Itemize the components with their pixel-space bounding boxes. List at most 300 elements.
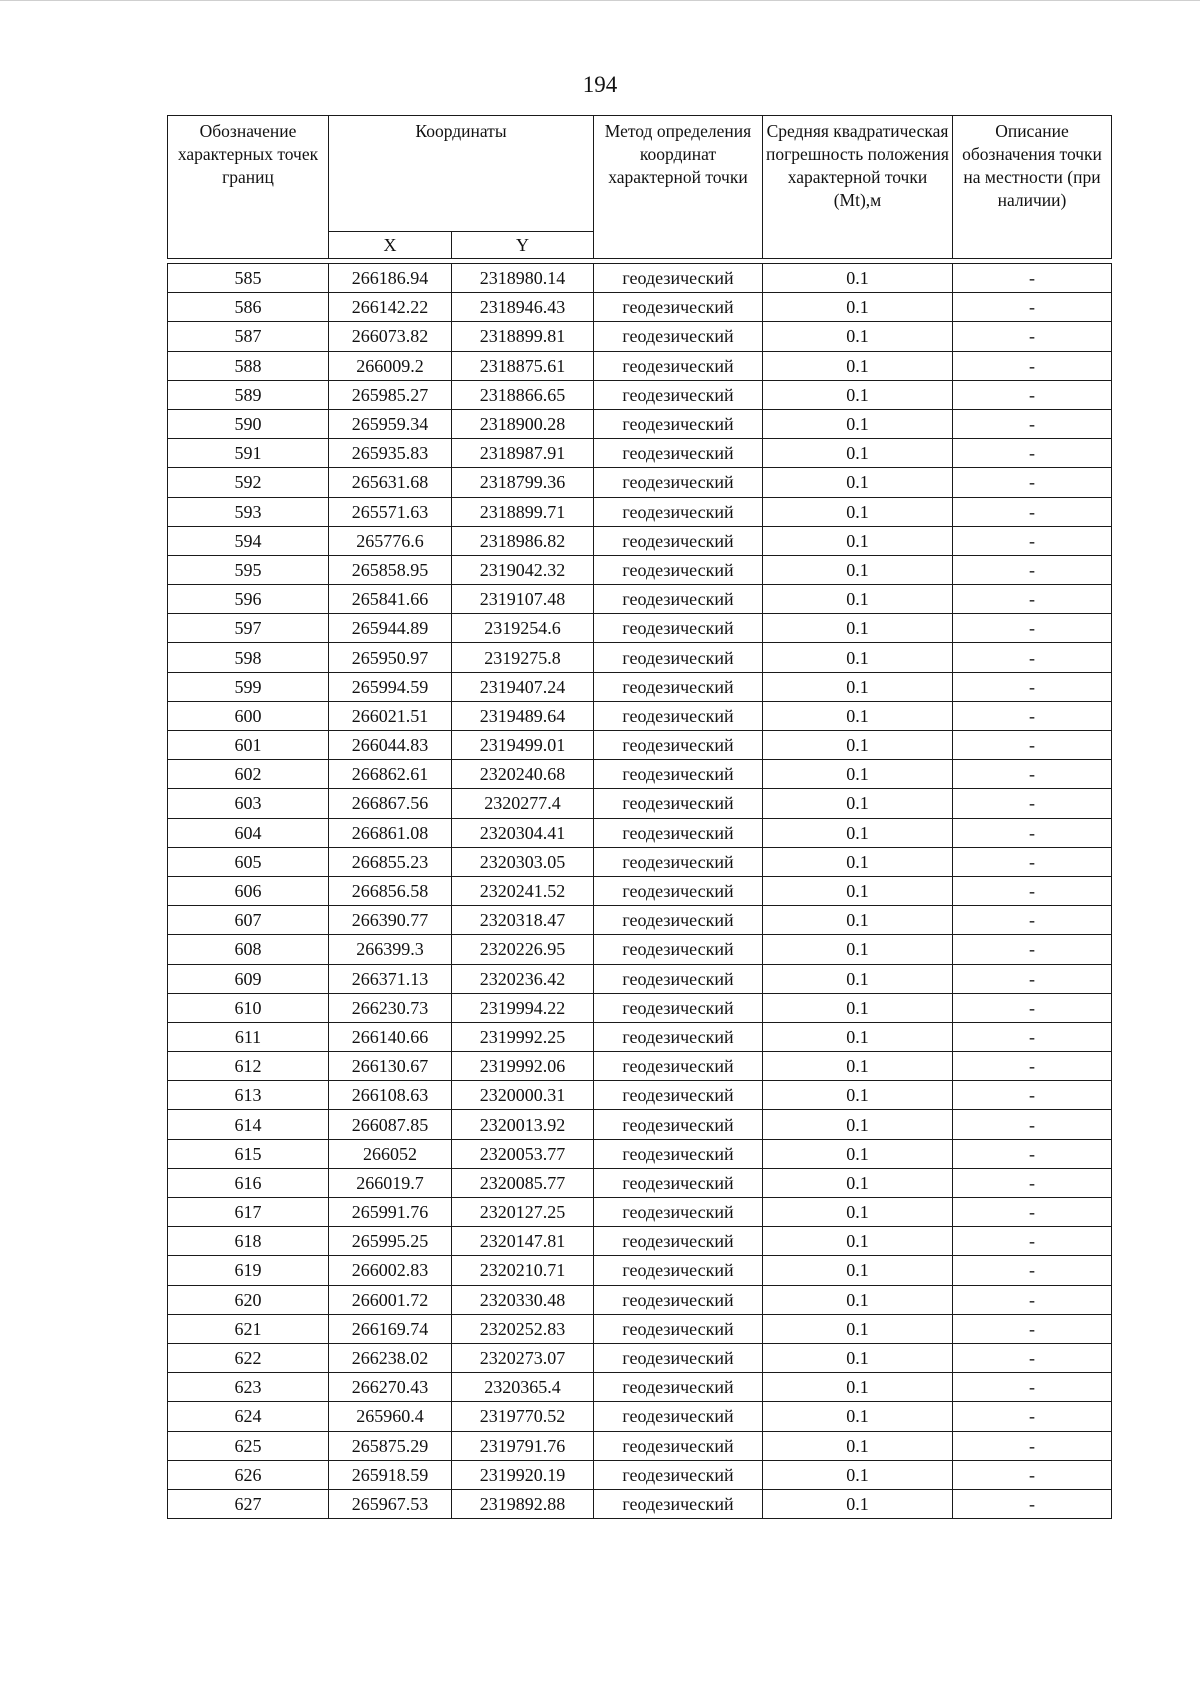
cell-method: геодезический bbox=[594, 439, 763, 468]
cell-y: 2318899.81 bbox=[452, 322, 594, 351]
cell-point: 621 bbox=[168, 1314, 329, 1343]
cell-x: 266130.67 bbox=[329, 1052, 452, 1081]
cell-y: 2320277.4 bbox=[452, 789, 594, 818]
cell-method: геодезический bbox=[594, 876, 763, 905]
cell-error: 0.1 bbox=[763, 1139, 953, 1168]
cell-error: 0.1 bbox=[763, 993, 953, 1022]
cell-method: геодезический bbox=[594, 409, 763, 438]
cell-x: 265959.34 bbox=[329, 409, 452, 438]
cell-point: 623 bbox=[168, 1373, 329, 1402]
cell-x: 265950.97 bbox=[329, 643, 452, 672]
cell-method: геодезический bbox=[594, 847, 763, 876]
table-row bbox=[168, 497, 1112, 526]
cell-description: - bbox=[953, 876, 1112, 905]
cell-point: 605 bbox=[168, 847, 329, 876]
cell-x: 266021.51 bbox=[329, 701, 452, 730]
cell-x: 265776.6 bbox=[329, 526, 452, 555]
cell-method: геодезический bbox=[594, 380, 763, 409]
cell-point: 586 bbox=[168, 293, 329, 322]
cell-error: 0.1 bbox=[763, 1285, 953, 1314]
cell-x: 266399.3 bbox=[329, 935, 452, 964]
cell-error: 0.1 bbox=[763, 1431, 953, 1460]
cell-x: 265858.95 bbox=[329, 555, 452, 584]
cell-point: 585 bbox=[168, 264, 329, 293]
cell-y: 2320085.77 bbox=[452, 1168, 594, 1197]
cell-point: 606 bbox=[168, 876, 329, 905]
cell-point: 600 bbox=[168, 701, 329, 730]
page-number: 194 bbox=[582, 72, 618, 97]
cell-method: геодезический bbox=[594, 585, 763, 614]
cell-error: 0.1 bbox=[763, 1052, 953, 1081]
cell-description: - bbox=[953, 760, 1112, 789]
cell-x: 265960.4 bbox=[329, 1402, 452, 1431]
cell-description: - bbox=[953, 935, 1112, 964]
cell-description: - bbox=[953, 643, 1112, 672]
cell-description: - bbox=[953, 731, 1112, 760]
scan-edge-line bbox=[0, 0, 1200, 1]
header-error: Средняя квадратическая погрешность положения характерной точки (Mt),м bbox=[763, 116, 953, 259]
cell-description: - bbox=[953, 322, 1112, 351]
cell-y: 2319992.25 bbox=[452, 1022, 594, 1051]
cell-y: 2320303.05 bbox=[452, 847, 594, 876]
cell-x: 266142.22 bbox=[329, 293, 452, 322]
table-row bbox=[168, 380, 1112, 409]
cell-error: 0.1 bbox=[763, 731, 953, 760]
cell-y: 2318980.14 bbox=[452, 264, 594, 293]
cell-error: 0.1 bbox=[763, 1198, 953, 1227]
cell-y: 2320226.95 bbox=[452, 935, 594, 964]
cell-error: 0.1 bbox=[763, 585, 953, 614]
cell-y: 2319770.52 bbox=[452, 1402, 594, 1431]
cell-x: 265967.53 bbox=[329, 1489, 452, 1518]
table-row bbox=[168, 964, 1112, 993]
cell-error: 0.1 bbox=[763, 643, 953, 672]
table-row bbox=[168, 731, 1112, 760]
cell-point: 616 bbox=[168, 1168, 329, 1197]
cell-description: - bbox=[953, 1198, 1112, 1227]
cell-method: геодезический bbox=[594, 614, 763, 643]
cell-y: 2320304.41 bbox=[452, 818, 594, 847]
cell-x: 266371.13 bbox=[329, 964, 452, 993]
cell-y: 2320127.25 bbox=[452, 1198, 594, 1227]
cell-description: - bbox=[953, 672, 1112, 701]
cell-error: 0.1 bbox=[763, 439, 953, 468]
cell-point: 596 bbox=[168, 585, 329, 614]
cell-point: 608 bbox=[168, 935, 329, 964]
table-row bbox=[168, 1052, 1112, 1081]
cell-point: 619 bbox=[168, 1256, 329, 1285]
cell-y: 2320273.07 bbox=[452, 1343, 594, 1372]
cell-point: 594 bbox=[168, 526, 329, 555]
table-row bbox=[168, 1168, 1112, 1197]
cell-error: 0.1 bbox=[763, 760, 953, 789]
table-row bbox=[168, 264, 1112, 293]
cell-y: 2320252.83 bbox=[452, 1314, 594, 1343]
cell-method: геодезический bbox=[594, 1373, 763, 1402]
cell-x: 266186.94 bbox=[329, 264, 452, 293]
cell-x: 266856.58 bbox=[329, 876, 452, 905]
cell-description: - bbox=[953, 1373, 1112, 1402]
cell-y: 2320241.52 bbox=[452, 876, 594, 905]
cell-description: - bbox=[953, 293, 1112, 322]
cell-description: - bbox=[953, 1431, 1112, 1460]
cell-description: - bbox=[953, 380, 1112, 409]
cell-y: 2319791.76 bbox=[452, 1431, 594, 1460]
cell-x: 266867.56 bbox=[329, 789, 452, 818]
cell-y: 2320053.77 bbox=[452, 1139, 594, 1168]
table-row bbox=[168, 935, 1112, 964]
cell-method: геодезический bbox=[594, 1081, 763, 1110]
table-row bbox=[168, 993, 1112, 1022]
cell-y: 2320236.42 bbox=[452, 964, 594, 993]
cell-point: 588 bbox=[168, 351, 329, 380]
cell-method: геодезический bbox=[594, 672, 763, 701]
cell-description: - bbox=[953, 701, 1112, 730]
cell-point: 610 bbox=[168, 993, 329, 1022]
table-row bbox=[168, 1343, 1112, 1372]
table-row bbox=[168, 322, 1112, 351]
header-method: Метод определения координат характерной точки bbox=[594, 116, 763, 259]
cell-method: геодезический bbox=[594, 701, 763, 730]
table-row bbox=[168, 672, 1112, 701]
cell-y: 2318899.71 bbox=[452, 497, 594, 526]
cell-x: 266861.08 bbox=[329, 818, 452, 847]
cell-method: геодезический bbox=[594, 1285, 763, 1314]
table-row bbox=[168, 585, 1112, 614]
cell-y: 2318900.28 bbox=[452, 409, 594, 438]
cell-x: 266238.02 bbox=[329, 1343, 452, 1372]
cell-y: 2320240.68 bbox=[452, 760, 594, 789]
cell-x: 266052 bbox=[329, 1139, 452, 1168]
cell-error: 0.1 bbox=[763, 672, 953, 701]
cell-point: 590 bbox=[168, 409, 329, 438]
table-row bbox=[168, 409, 1112, 438]
cell-point: 622 bbox=[168, 1343, 329, 1372]
cell-error: 0.1 bbox=[763, 935, 953, 964]
cell-description: - bbox=[953, 497, 1112, 526]
cell-description: - bbox=[953, 614, 1112, 643]
table-row bbox=[168, 1285, 1112, 1314]
cell-error: 0.1 bbox=[763, 322, 953, 351]
cell-x: 266087.85 bbox=[329, 1110, 452, 1139]
cell-description: - bbox=[953, 1489, 1112, 1518]
cell-description: - bbox=[953, 585, 1112, 614]
cell-method: геодезический bbox=[594, 1052, 763, 1081]
cell-y: 2319499.01 bbox=[452, 731, 594, 760]
cell-x: 266002.83 bbox=[329, 1256, 452, 1285]
cell-method: геодезический bbox=[594, 1139, 763, 1168]
table-row bbox=[168, 876, 1112, 905]
header-description: Описание обозначения точки на местности (при наличии) bbox=[953, 116, 1112, 259]
cell-y: 2320318.47 bbox=[452, 906, 594, 935]
table-row bbox=[168, 643, 1112, 672]
cell-x: 265571.63 bbox=[329, 497, 452, 526]
table-row bbox=[168, 1022, 1112, 1051]
cell-description: - bbox=[953, 468, 1112, 497]
cell-x: 265935.83 bbox=[329, 439, 452, 468]
cell-method: геодезический bbox=[594, 1489, 763, 1518]
cell-error: 0.1 bbox=[763, 264, 953, 293]
table-row bbox=[168, 555, 1112, 584]
cell-method: геодезический bbox=[594, 1227, 763, 1256]
table-row bbox=[168, 1256, 1112, 1285]
header-x: X bbox=[329, 232, 452, 259]
cell-description: - bbox=[953, 1052, 1112, 1081]
cell-description: - bbox=[953, 1343, 1112, 1372]
cell-x: 266855.23 bbox=[329, 847, 452, 876]
cell-x: 266230.73 bbox=[329, 993, 452, 1022]
cell-point: 593 bbox=[168, 497, 329, 526]
cell-point: 612 bbox=[168, 1052, 329, 1081]
cell-method: геодезический bbox=[594, 1198, 763, 1227]
cell-point: 589 bbox=[168, 380, 329, 409]
cell-y: 2318987.91 bbox=[452, 439, 594, 468]
cell-point: 595 bbox=[168, 555, 329, 584]
cell-point: 598 bbox=[168, 643, 329, 672]
cell-method: геодезический bbox=[594, 935, 763, 964]
cell-x: 266044.83 bbox=[329, 731, 452, 760]
cell-method: геодезический bbox=[594, 643, 763, 672]
cell-error: 0.1 bbox=[763, 1373, 953, 1402]
table-row bbox=[168, 468, 1112, 497]
cell-method: геодезический bbox=[594, 322, 763, 351]
cell-error: 0.1 bbox=[763, 789, 953, 818]
table-row bbox=[168, 1314, 1112, 1343]
cell-y: 2320147.81 bbox=[452, 1227, 594, 1256]
table-row bbox=[168, 1198, 1112, 1227]
cell-x: 265944.89 bbox=[329, 614, 452, 643]
cell-error: 0.1 bbox=[763, 1168, 953, 1197]
cell-description: - bbox=[953, 818, 1112, 847]
cell-y: 2319992.06 bbox=[452, 1052, 594, 1081]
cell-error: 0.1 bbox=[763, 555, 953, 584]
cell-method: геодезический bbox=[594, 993, 763, 1022]
cell-x: 265631.68 bbox=[329, 468, 452, 497]
cell-point: 625 bbox=[168, 1431, 329, 1460]
cell-method: геодезический bbox=[594, 1256, 763, 1285]
table-row bbox=[168, 1110, 1112, 1139]
header-y: Y bbox=[452, 232, 594, 259]
cell-error: 0.1 bbox=[763, 1489, 953, 1518]
cell-description: - bbox=[953, 1314, 1112, 1343]
table-row bbox=[168, 1081, 1112, 1110]
table-row bbox=[168, 1460, 1112, 1489]
cell-y: 2318946.43 bbox=[452, 293, 594, 322]
table-row bbox=[168, 614, 1112, 643]
cell-x: 265995.25 bbox=[329, 1227, 452, 1256]
cell-point: 611 bbox=[168, 1022, 329, 1051]
cell-error: 0.1 bbox=[763, 818, 953, 847]
cell-error: 0.1 bbox=[763, 1314, 953, 1343]
cell-method: геодезический bbox=[594, 468, 763, 497]
cell-point: 626 bbox=[168, 1460, 329, 1489]
table-row bbox=[168, 1402, 1112, 1431]
cell-description: - bbox=[953, 1460, 1112, 1489]
cell-method: геодезический bbox=[594, 1460, 763, 1489]
cell-description: - bbox=[953, 1081, 1112, 1110]
cell-x: 265991.76 bbox=[329, 1198, 452, 1227]
cell-x: 266001.72 bbox=[329, 1285, 452, 1314]
cell-x: 266169.74 bbox=[329, 1314, 452, 1343]
cell-method: геодезический bbox=[594, 293, 763, 322]
cell-method: геодезический bbox=[594, 497, 763, 526]
cell-point: 592 bbox=[168, 468, 329, 497]
cell-y: 2320210.71 bbox=[452, 1256, 594, 1285]
cell-x: 265918.59 bbox=[329, 1460, 452, 1489]
cell-y: 2320330.48 bbox=[452, 1285, 594, 1314]
cell-method: геодезический bbox=[594, 731, 763, 760]
cell-error: 0.1 bbox=[763, 351, 953, 380]
cell-error: 0.1 bbox=[763, 876, 953, 905]
cell-y: 2318875.61 bbox=[452, 351, 594, 380]
cell-y: 2320013.92 bbox=[452, 1110, 594, 1139]
cell-error: 0.1 bbox=[763, 1022, 953, 1051]
cell-point: 620 bbox=[168, 1285, 329, 1314]
cell-y: 2319254.6 bbox=[452, 614, 594, 643]
cell-point: 603 bbox=[168, 789, 329, 818]
cell-method: геодезический bbox=[594, 964, 763, 993]
cell-y: 2318866.65 bbox=[452, 380, 594, 409]
cell-point: 627 bbox=[168, 1489, 329, 1518]
cell-y: 2320365.4 bbox=[452, 1373, 594, 1402]
cell-x: 265875.29 bbox=[329, 1431, 452, 1460]
cell-error: 0.1 bbox=[763, 614, 953, 643]
cell-description: - bbox=[953, 555, 1112, 584]
cell-description: - bbox=[953, 1227, 1112, 1256]
cell-point: 624 bbox=[168, 1402, 329, 1431]
cell-y: 2319489.64 bbox=[452, 701, 594, 730]
cell-method: геодезический bbox=[594, 818, 763, 847]
cell-error: 0.1 bbox=[763, 409, 953, 438]
cell-error: 0.1 bbox=[763, 293, 953, 322]
cell-description: - bbox=[953, 906, 1112, 935]
cell-error: 0.1 bbox=[763, 1460, 953, 1489]
cell-description: - bbox=[953, 847, 1112, 876]
cell-error: 0.1 bbox=[763, 468, 953, 497]
table-row bbox=[168, 351, 1112, 380]
table-body bbox=[168, 259, 1112, 1519]
cell-point: 607 bbox=[168, 906, 329, 935]
cell-point: 609 bbox=[168, 964, 329, 993]
cell-error: 0.1 bbox=[763, 1110, 953, 1139]
cell-y: 2319407.24 bbox=[452, 672, 594, 701]
cell-point: 602 bbox=[168, 760, 329, 789]
cell-description: - bbox=[953, 1256, 1112, 1285]
cell-error: 0.1 bbox=[763, 497, 953, 526]
cell-point: 617 bbox=[168, 1198, 329, 1227]
cell-y: 2319920.19 bbox=[452, 1460, 594, 1489]
table-row bbox=[168, 293, 1112, 322]
cell-y: 2318799.36 bbox=[452, 468, 594, 497]
cell-method: геодезический bbox=[594, 1022, 763, 1051]
cell-description: - bbox=[953, 1022, 1112, 1051]
cell-error: 0.1 bbox=[763, 1343, 953, 1372]
cell-method: геодезический bbox=[594, 1402, 763, 1431]
cell-description: - bbox=[953, 1168, 1112, 1197]
cell-point: 618 bbox=[168, 1227, 329, 1256]
cell-point: 613 bbox=[168, 1081, 329, 1110]
cell-point: 597 bbox=[168, 614, 329, 643]
table-row bbox=[168, 847, 1112, 876]
cell-description: - bbox=[953, 526, 1112, 555]
table-row bbox=[168, 526, 1112, 555]
cell-method: геодезический bbox=[594, 1168, 763, 1197]
table-row bbox=[168, 1373, 1112, 1402]
cell-x: 266108.63 bbox=[329, 1081, 452, 1110]
cell-point: 599 bbox=[168, 672, 329, 701]
table-row bbox=[168, 1489, 1112, 1518]
cell-description: - bbox=[953, 1285, 1112, 1314]
cell-method: геодезический bbox=[594, 906, 763, 935]
table-row bbox=[168, 1139, 1112, 1168]
cell-point: 614 bbox=[168, 1110, 329, 1139]
table-header bbox=[168, 116, 1112, 259]
table-row bbox=[168, 760, 1112, 789]
table-row bbox=[168, 701, 1112, 730]
cell-y: 2319042.32 bbox=[452, 555, 594, 584]
cell-description: - bbox=[953, 1402, 1112, 1431]
cell-point: 591 bbox=[168, 439, 329, 468]
cell-error: 0.1 bbox=[763, 1227, 953, 1256]
cell-description: - bbox=[953, 409, 1112, 438]
table-row bbox=[168, 439, 1112, 468]
cell-error: 0.1 bbox=[763, 701, 953, 730]
cell-x: 266073.82 bbox=[329, 322, 452, 351]
cell-description: - bbox=[953, 264, 1112, 293]
cell-error: 0.1 bbox=[763, 1081, 953, 1110]
cell-description: - bbox=[953, 993, 1112, 1022]
cell-x: 265841.66 bbox=[329, 585, 452, 614]
cell-x: 265994.59 bbox=[329, 672, 452, 701]
cell-method: геодезический bbox=[594, 1110, 763, 1139]
cell-description: - bbox=[953, 964, 1112, 993]
cell-y: 2319892.88 bbox=[452, 1489, 594, 1518]
cell-method: геодезический bbox=[594, 1431, 763, 1460]
cell-point: 601 bbox=[168, 731, 329, 760]
coordinates-table bbox=[167, 115, 1112, 1519]
cell-method: геодезический bbox=[594, 264, 763, 293]
cell-method: геодезический bbox=[594, 555, 763, 584]
cell-x: 266009.2 bbox=[329, 351, 452, 380]
cell-y: 2320000.31 bbox=[452, 1081, 594, 1110]
cell-y: 2319275.8 bbox=[452, 643, 594, 672]
cell-y: 2319994.22 bbox=[452, 993, 594, 1022]
cell-x: 266862.61 bbox=[329, 760, 452, 789]
table-row bbox=[168, 1227, 1112, 1256]
cell-method: геодезический bbox=[594, 351, 763, 380]
cell-description: - bbox=[953, 439, 1112, 468]
cell-error: 0.1 bbox=[763, 1256, 953, 1285]
cell-x: 266390.77 bbox=[329, 906, 452, 935]
header-coordinates: Координаты bbox=[329, 116, 594, 232]
cell-x: 265985.27 bbox=[329, 380, 452, 409]
cell-description: - bbox=[953, 1110, 1112, 1139]
cell-method: геодезический bbox=[594, 760, 763, 789]
cell-error: 0.1 bbox=[763, 526, 953, 555]
cell-x: 266270.43 bbox=[329, 1373, 452, 1402]
cell-point: 587 bbox=[168, 322, 329, 351]
cell-y: 2318986.82 bbox=[452, 526, 594, 555]
cell-method: геодезический bbox=[594, 526, 763, 555]
cell-y: 2319107.48 bbox=[452, 585, 594, 614]
cell-method: геодезический bbox=[594, 1314, 763, 1343]
table-row bbox=[168, 906, 1112, 935]
cell-error: 0.1 bbox=[763, 1402, 953, 1431]
cell-method: геодезический bbox=[594, 1343, 763, 1372]
cell-description: - bbox=[953, 789, 1112, 818]
cell-description: - bbox=[953, 1139, 1112, 1168]
cell-x: 266140.66 bbox=[329, 1022, 452, 1051]
